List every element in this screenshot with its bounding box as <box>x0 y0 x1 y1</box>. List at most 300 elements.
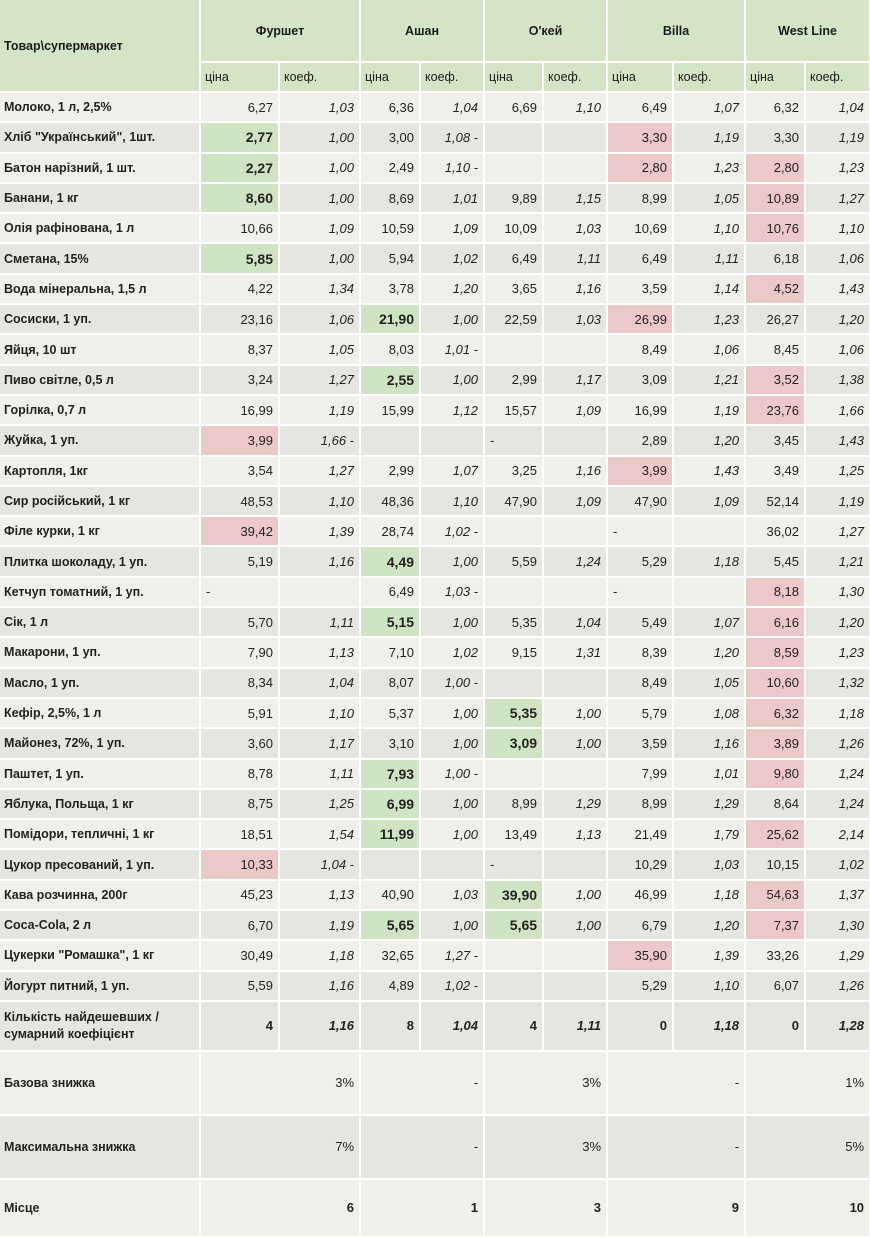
price-cell: 10,33 <box>200 849 279 879</box>
summary-row <box>0 1001 870 1051</box>
table-row <box>0 425 870 455</box>
product-name: Сир російський, 1 кг <box>0 486 200 516</box>
product-name: Сік, 1 л <box>0 607 200 637</box>
coef-cell: 1,12 <box>420 395 484 425</box>
coef-cell: 1,18 <box>279 940 360 970</box>
total-coef: 1,18 <box>673 1001 745 1051</box>
coef-cell: 1,04 <box>420 92 484 122</box>
coef-cell <box>543 759 607 789</box>
price-cell: 39,42 <box>200 516 279 546</box>
price-cell: 25,62 <box>745 819 805 849</box>
coef-cell: 1,14 <box>673 274 745 304</box>
coef-cell: 1,43 <box>805 425 870 455</box>
cheapest-count: 4 <box>484 1001 543 1051</box>
price-cell: 5,15 <box>360 607 420 637</box>
base-discount-label: Базова знижка <box>0 1051 200 1115</box>
coef-cell: 1,20 <box>805 304 870 334</box>
price-cell: 6,49 <box>607 92 673 122</box>
coef-cell: 1,06 <box>805 243 870 273</box>
price-cell: - <box>607 516 673 546</box>
price-cell: 46,99 <box>607 880 673 910</box>
corner-header: Товар\супермаркет <box>0 0 200 92</box>
price-cell: 23,16 <box>200 304 279 334</box>
price-cell: 2,80 <box>607 153 673 183</box>
price-cell: 6,79 <box>607 910 673 940</box>
coef-cell: 1,03 <box>543 213 607 243</box>
product-name: Йогурт питний, 1 уп. <box>0 971 200 1001</box>
coef-cell: 1,00 <box>420 607 484 637</box>
coef-cell: 1,06 <box>673 334 745 364</box>
price-cell: 13,49 <box>484 819 543 849</box>
price-cell: 52,14 <box>745 486 805 516</box>
coef-cell: 1,27 <box>805 183 870 213</box>
coef-cell: 1,32 <box>805 668 870 698</box>
price-cell: 40,90 <box>360 880 420 910</box>
price-cell: 3,09 <box>484 728 543 758</box>
price-cell: 7,93 <box>360 759 420 789</box>
coef-cell: 1,05 <box>673 668 745 698</box>
price-cell: 6,32 <box>745 698 805 728</box>
price-cell: 39,90 <box>484 880 543 910</box>
coef-cell: 1,29 <box>673 789 745 819</box>
price-cell: 8,99 <box>607 183 673 213</box>
coef-cell: 1,24 <box>805 789 870 819</box>
product-name: Сосиски, 1 уп. <box>0 304 200 334</box>
coef-cell: 1,18 <box>805 698 870 728</box>
coef-cell: 1,30 <box>805 577 870 607</box>
coef-cell <box>543 971 607 1001</box>
price-cell: 2,55 <box>360 365 420 395</box>
total-coef: 1,11 <box>543 1001 607 1051</box>
cheapest-count: 0 <box>607 1001 673 1051</box>
product-name: Олія рафінована, 1 л <box>0 213 200 243</box>
base-discount-row <box>0 1051 870 1115</box>
price-cell: 3,65 <box>484 274 543 304</box>
coef-cell: 1,10 <box>543 92 607 122</box>
coef-cell: 1,34 <box>279 274 360 304</box>
coef-cell: 1,25 <box>279 789 360 819</box>
price-cell: 5,85 <box>200 243 279 273</box>
coef-cell: 1,09 <box>673 486 745 516</box>
price-column-header: ціна <box>200 62 279 92</box>
price-cell: - <box>200 577 279 607</box>
coef-cell: 1,06 <box>279 304 360 334</box>
coef-cell: 1,04 <box>543 607 607 637</box>
coef-cell: 1,38 <box>805 365 870 395</box>
coef-cell <box>543 153 607 183</box>
coef-cell: 1,02 <box>805 849 870 879</box>
coef-cell: 1,43 <box>805 274 870 304</box>
coef-cell: 1,01 <box>673 759 745 789</box>
coef-cell: 1,04 <box>805 92 870 122</box>
price-cell: 3,59 <box>607 728 673 758</box>
coef-cell <box>673 577 745 607</box>
price-cell: 48,53 <box>200 486 279 516</box>
price-cell: 10,76 <box>745 213 805 243</box>
product-name: Банани, 1 кг <box>0 183 200 213</box>
price-cell: 5,45 <box>745 546 805 576</box>
max-discount-value: 5% <box>745 1115 870 1179</box>
coef-cell: 1,10 <box>420 486 484 516</box>
price-cell: 21,90 <box>360 304 420 334</box>
coef-cell: 1,00 <box>420 789 484 819</box>
price-cell: 3,30 <box>745 122 805 152</box>
max-discount-label: Максимальна знижка <box>0 1115 200 1179</box>
price-cell: 26,27 <box>745 304 805 334</box>
coef-cell: 1,07 <box>673 607 745 637</box>
coef-cell: 1,10 <box>673 971 745 1001</box>
coef-cell: 1,05 <box>279 334 360 364</box>
coef-column-header: коеф. <box>420 62 484 92</box>
table-row <box>0 637 870 667</box>
table-row <box>0 759 870 789</box>
price-cell <box>484 759 543 789</box>
cheapest-count: 8 <box>360 1001 420 1051</box>
table-row <box>0 940 870 970</box>
product-name: Масло, 1 уп. <box>0 668 200 698</box>
product-name: Вода мінеральна, 1,5 л <box>0 274 200 304</box>
price-cell: 8,03 <box>360 334 420 364</box>
price-cell: 6,27 <box>200 92 279 122</box>
price-cell: 3,89 <box>745 728 805 758</box>
product-name: Горілка, 0,7 л <box>0 395 200 425</box>
coef-column-header: коеф. <box>543 62 607 92</box>
product-name: Молоко, 1 л, 2,5% <box>0 92 200 122</box>
price-cell: 5,29 <box>607 971 673 1001</box>
product-name: Картопля, 1кг <box>0 456 200 486</box>
table-row <box>0 849 870 879</box>
coef-cell: 1,10 <box>673 213 745 243</box>
coef-cell: 1,09 <box>420 213 484 243</box>
cheapest-count: 0 <box>745 1001 805 1051</box>
coef-cell <box>543 849 607 879</box>
store-header-billa: Billa <box>607 0 745 62</box>
coef-cell: 1,79 <box>673 819 745 849</box>
coef-cell: 1,00 <box>279 183 360 213</box>
summary-label: Кількість найдешевших / сумарний коефіцієнт <box>0 1001 200 1051</box>
coef-cell: 1,02 - <box>420 971 484 1001</box>
price-cell: 5,37 <box>360 698 420 728</box>
price-cell: 22,59 <box>484 304 543 334</box>
price-cell <box>484 334 543 364</box>
price-cell: 3,24 <box>200 365 279 395</box>
price-cell: 2,99 <box>360 456 420 486</box>
coef-cell: 1,01 <box>420 183 484 213</box>
place-value: 6 <box>200 1179 360 1237</box>
table-row <box>0 880 870 910</box>
price-cell: 3,49 <box>745 456 805 486</box>
coef-cell <box>543 122 607 152</box>
price-cell: 35,90 <box>607 940 673 970</box>
coef-cell: 1,23 <box>673 153 745 183</box>
price-cell: 54,63 <box>745 880 805 910</box>
price-cell: 9,89 <box>484 183 543 213</box>
price-cell: 2,49 <box>360 153 420 183</box>
price-cell: 28,74 <box>360 516 420 546</box>
table-row <box>0 486 870 516</box>
product-name: Паштет, 1 уп. <box>0 759 200 789</box>
max-discount-value: - <box>360 1115 484 1179</box>
coef-cell: 1,07 <box>673 92 745 122</box>
coef-cell: 1,01 - <box>420 334 484 364</box>
price-cell: 8,34 <box>200 668 279 698</box>
coef-cell: 1,16 <box>279 546 360 576</box>
price-cell: - <box>484 849 543 879</box>
coef-cell: 1,66 <box>805 395 870 425</box>
place-label: Місце <box>0 1179 200 1237</box>
price-cell: 3,52 <box>745 365 805 395</box>
product-name: Яйця, 10 шт <box>0 334 200 364</box>
coef-cell: 1,10 <box>279 486 360 516</box>
price-cell: 8,75 <box>200 789 279 819</box>
coef-cell: 1,09 <box>543 395 607 425</box>
price-column-header: ціна <box>484 62 543 92</box>
coef-cell: 1,26 <box>805 728 870 758</box>
coef-cell: 1,07 <box>420 456 484 486</box>
table-row <box>0 546 870 576</box>
price-cell: 4,49 <box>360 546 420 576</box>
price-cell: 8,60 <box>200 183 279 213</box>
coef-cell: 1,00 <box>420 546 484 576</box>
coef-cell: 1,00 - <box>420 759 484 789</box>
coef-cell: 1,00 <box>420 698 484 728</box>
price-cell: 15,99 <box>360 395 420 425</box>
coef-cell: 1,31 <box>543 637 607 667</box>
price-cell: 6,49 <box>360 577 420 607</box>
price-cell: 3,99 <box>607 456 673 486</box>
coef-cell: 1,43 <box>673 456 745 486</box>
place-value: 1 <box>360 1179 484 1237</box>
coef-cell: 1,00 <box>420 365 484 395</box>
coef-cell: 1,29 <box>543 789 607 819</box>
price-cell: - <box>484 425 543 455</box>
coef-cell: 1,03 <box>420 880 484 910</box>
price-cell: 7,10 <box>360 637 420 667</box>
product-name: Майонез, 72%, 1 уп. <box>0 728 200 758</box>
price-cell <box>484 668 543 698</box>
price-cell: 9,15 <box>484 637 543 667</box>
price-cell: 3,09 <box>607 365 673 395</box>
price-cell: 8,39 <box>607 637 673 667</box>
coef-cell: 1,19 <box>279 395 360 425</box>
price-cell: 6,18 <box>745 243 805 273</box>
product-name: Кефір, 2,5%, 1 л <box>0 698 200 728</box>
price-cell: 21,49 <box>607 819 673 849</box>
base-discount-value: - <box>360 1051 484 1115</box>
coef-cell: 1,54 <box>279 819 360 849</box>
place-value: 9 <box>607 1179 745 1237</box>
coef-cell: 1,03 <box>543 304 607 334</box>
product-name: Цукерки "Ромашка", 1 кг <box>0 940 200 970</box>
coef-cell: 1,16 <box>543 274 607 304</box>
base-discount-value: - <box>607 1051 745 1115</box>
price-cell: 32,65 <box>360 940 420 970</box>
coef-cell: 1,24 <box>543 546 607 576</box>
total-coef: 1,04 <box>420 1001 484 1051</box>
price-cell: 3,30 <box>607 122 673 152</box>
coef-cell: 1,03 <box>279 92 360 122</box>
price-cell: 3,78 <box>360 274 420 304</box>
table-row <box>0 304 870 334</box>
table-row <box>0 395 870 425</box>
place-value: 3 <box>484 1179 607 1237</box>
coef-cell: 1,03 - <box>420 577 484 607</box>
table-row <box>0 516 870 546</box>
price-cell: 3,00 <box>360 122 420 152</box>
coef-cell: 1,16 <box>673 728 745 758</box>
coef-cell: 1,00 <box>420 910 484 940</box>
coef-cell: 1,02 - <box>420 516 484 546</box>
price-cell: 10,89 <box>745 183 805 213</box>
product-name: Сметана, 15% <box>0 243 200 273</box>
product-name: Батон нарізний, 1 шт. <box>0 153 200 183</box>
price-cell <box>360 425 420 455</box>
coef-cell: 1,20 <box>673 910 745 940</box>
coef-cell: 1,19 <box>805 122 870 152</box>
coef-cell: 1,39 <box>279 516 360 546</box>
price-cell: 10,69 <box>607 213 673 243</box>
price-cell: 8,49 <box>607 668 673 698</box>
product-name: Кава розчинна, 200г <box>0 880 200 910</box>
price-cell <box>484 122 543 152</box>
price-cell <box>484 516 543 546</box>
price-cell: 45,23 <box>200 880 279 910</box>
price-cell: 10,66 <box>200 213 279 243</box>
table-row <box>0 698 870 728</box>
price-cell: 5,70 <box>200 607 279 637</box>
table-row <box>0 92 870 122</box>
coef-cell: 1,27 <box>279 365 360 395</box>
price-cell: 15,57 <box>484 395 543 425</box>
price-cell: 8,69 <box>360 183 420 213</box>
price-cell: 5,65 <box>484 910 543 940</box>
price-cell: 6,99 <box>360 789 420 819</box>
coef-cell: 1,00 <box>543 728 607 758</box>
price-cell: 3,10 <box>360 728 420 758</box>
coef-column-header: коеф. <box>673 62 745 92</box>
price-cell: 11,99 <box>360 819 420 849</box>
table-row <box>0 910 870 940</box>
coef-cell: 1,03 <box>673 849 745 879</box>
coef-cell: 1,27 - <box>420 940 484 970</box>
price-cell: 2,77 <box>200 122 279 152</box>
max-discount-row <box>0 1115 870 1179</box>
coef-cell: 1,26 <box>805 971 870 1001</box>
price-cell <box>360 849 420 879</box>
price-cell <box>484 153 543 183</box>
price-cell: 33,26 <box>745 940 805 970</box>
price-cell: 48,36 <box>360 486 420 516</box>
price-column-header: ціна <box>607 62 673 92</box>
price-cell: 5,35 <box>484 698 543 728</box>
price-cell: 3,59 <box>607 274 673 304</box>
price-cell: - <box>607 577 673 607</box>
price-cell: 4,52 <box>745 274 805 304</box>
table-row <box>0 365 870 395</box>
coef-cell: 1,04 - <box>279 849 360 879</box>
coef-cell: 1,08 - <box>420 122 484 152</box>
coef-cell: 1,05 <box>673 183 745 213</box>
price-cell: 5,19 <box>200 546 279 576</box>
coef-cell: 1,66 - <box>279 425 360 455</box>
coef-cell: 1,09 <box>279 213 360 243</box>
price-cell: 3,25 <box>484 456 543 486</box>
coef-cell: 1,23 <box>673 304 745 334</box>
table-row <box>0 122 870 152</box>
place-value: 10 <box>745 1179 870 1237</box>
coef-cell: 1,13 <box>543 819 607 849</box>
coef-cell: 1,00 <box>420 728 484 758</box>
price-cell: 10,15 <box>745 849 805 879</box>
coef-cell: 1,18 <box>673 546 745 576</box>
coef-cell: 1,29 <box>805 940 870 970</box>
coef-cell: 1,15 <box>543 183 607 213</box>
price-cell: 47,90 <box>607 486 673 516</box>
table-row <box>0 971 870 1001</box>
coef-cell: 1,02 <box>420 637 484 667</box>
place-row <box>0 1179 870 1237</box>
price-cell: 16,99 <box>607 395 673 425</box>
price-cell: 5,29 <box>607 546 673 576</box>
store-header-okay: О'кей <box>484 0 607 62</box>
coef-column-header: коеф. <box>279 62 360 92</box>
price-cell <box>484 577 543 607</box>
product-name: Філе курки, 1 кг <box>0 516 200 546</box>
coef-cell: 1,04 <box>279 668 360 698</box>
coef-cell <box>543 940 607 970</box>
price-cell: 36,02 <box>745 516 805 546</box>
coef-cell: 1,00 <box>420 304 484 334</box>
coef-cell: 1,00 <box>543 880 607 910</box>
coef-cell: 1,25 <box>805 456 870 486</box>
coef-cell: 1,00 - <box>420 668 484 698</box>
price-cell: 47,90 <box>484 486 543 516</box>
price-cell: 2,80 <box>745 153 805 183</box>
price-cell: 3,99 <box>200 425 279 455</box>
coef-cell: 1,09 <box>543 486 607 516</box>
max-discount-value: 3% <box>484 1115 607 1179</box>
price-cell: 5,49 <box>607 607 673 637</box>
table-row <box>0 577 870 607</box>
coef-cell: 1,10 <box>279 698 360 728</box>
coef-cell: 1,17 <box>279 728 360 758</box>
price-cell: 10,09 <box>484 213 543 243</box>
price-cell: 3,45 <box>745 425 805 455</box>
product-name: Хліб "Український", 1шт. <box>0 122 200 152</box>
product-name: Помідори, тепличні, 1 кг <box>0 819 200 849</box>
coef-cell <box>279 577 360 607</box>
base-discount-value: 1% <box>745 1051 870 1115</box>
price-cell: 8,99 <box>484 789 543 819</box>
max-discount-value: 7% <box>200 1115 360 1179</box>
table-row <box>0 334 870 364</box>
coef-cell: 1,00 <box>279 122 360 152</box>
coef-cell: 1,23 <box>805 637 870 667</box>
coef-cell: 1,00 <box>420 819 484 849</box>
coef-cell <box>543 334 607 364</box>
coef-cell: 2,14 <box>805 819 870 849</box>
price-cell: 26,99 <box>607 304 673 334</box>
coef-cell: 1,27 <box>805 516 870 546</box>
price-cell: 2,89 <box>607 425 673 455</box>
coef-cell: 1,06 <box>805 334 870 364</box>
product-name: Цукор пресований, 1 уп. <box>0 849 200 879</box>
price-cell: 6,07 <box>745 971 805 1001</box>
price-cell: 5,79 <box>607 698 673 728</box>
price-cell: 7,90 <box>200 637 279 667</box>
coef-cell: 1,18 <box>673 880 745 910</box>
coef-cell: 1,16 <box>279 971 360 1001</box>
